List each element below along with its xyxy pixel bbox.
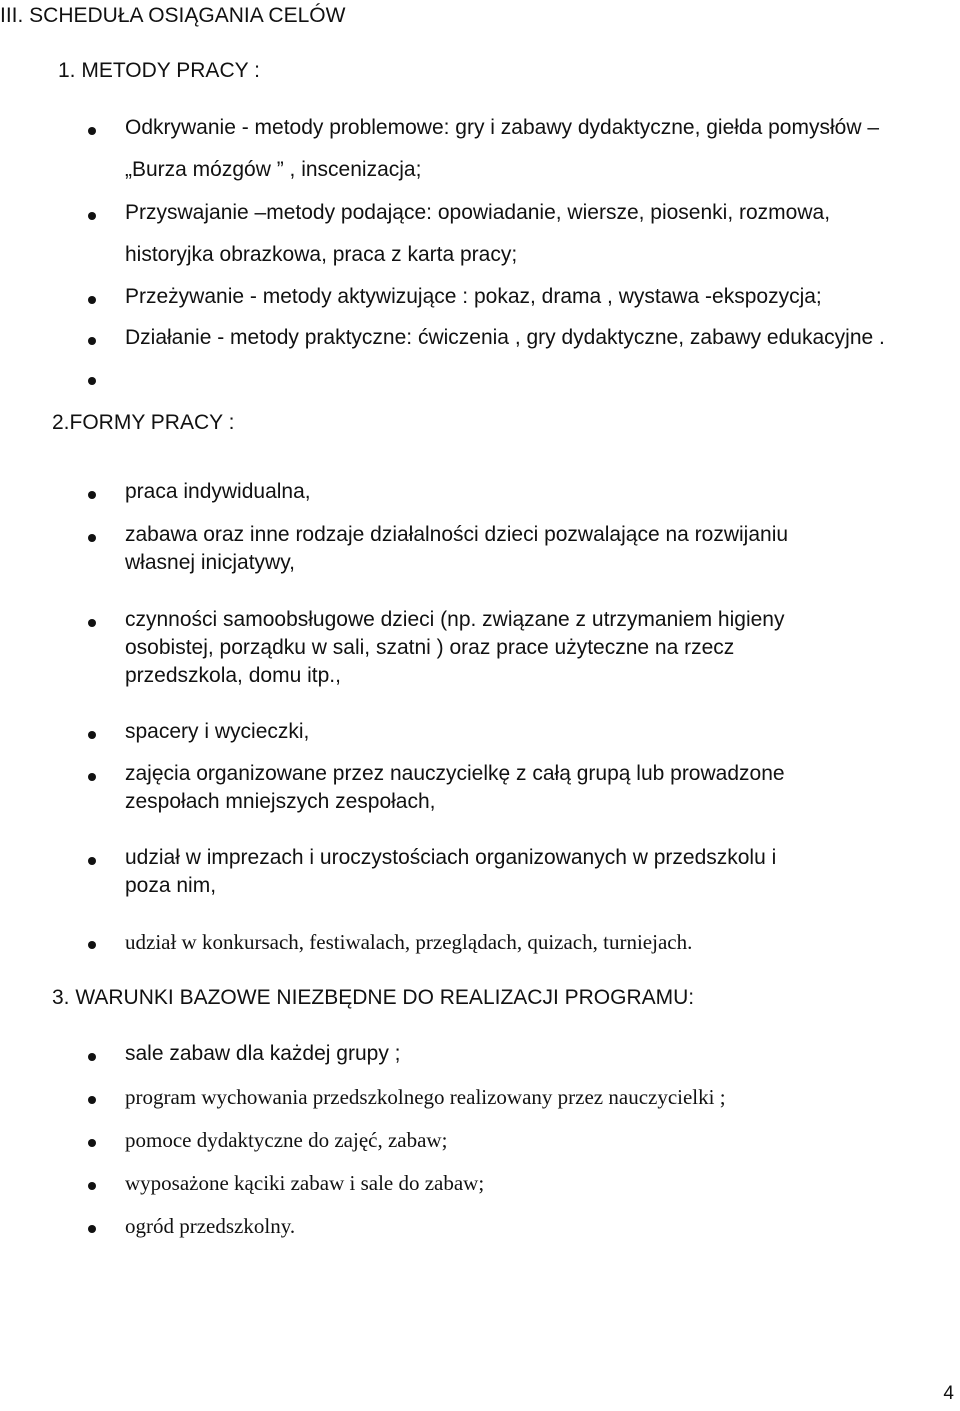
list-item: spacery i wycieczki,	[125, 720, 310, 743]
section-2-title: 2.FORMY PRACY :	[52, 411, 235, 434]
bullet-icon	[88, 1139, 96, 1147]
bullet-icon	[88, 941, 96, 949]
list-item: program wychowania przedszkolnego realizowany przez nauczycielki ;	[125, 1085, 726, 1109]
list-item: czynności samoobsługowe dzieci (np. związane z utrzymaniem higieny osobistej, porządku w sali, szatni ) oraz prace użyteczne na rzecz przedszkola, domu itp.,	[125, 608, 785, 687]
bullet-icon	[88, 1053, 96, 1061]
list-item: praca indywidualna,	[125, 480, 311, 503]
bullet-icon	[88, 1182, 96, 1190]
section-3-title: 3. WARUNKI BAZOWE NIEZBĘDNE DO REALIZACJI PROGRAMU:	[52, 986, 695, 1009]
list-item: Przeżywanie - metody aktywizujące : pokaz, drama , wystawa -ekspozycja;	[125, 285, 822, 308]
bullet-icon	[88, 619, 96, 627]
bullet-icon	[88, 1096, 96, 1104]
bullet-icon	[88, 1225, 96, 1233]
list-item: Odkrywanie - metody problemowe: gry i zabawy dydaktyczne, giełda pomysłów – „Burza mózgów ” , inscenizacja;	[125, 116, 880, 181]
list-item: udział w imprezach i uroczystościach organizowanych w przedszkolu i poza nim,	[125, 846, 777, 897]
bullet-icon	[88, 857, 96, 865]
bullet-icon	[88, 212, 96, 220]
list-item: sale zabaw dla każdej grupy ;	[125, 1042, 401, 1065]
bullet-icon	[88, 296, 96, 304]
list-item: ogród przedszkolny.	[125, 1214, 296, 1238]
list-item: udział w konkursach, festiwalach, przeglądach, quizach, turniejach.	[125, 930, 693, 954]
list-item: Przyswajanie –metody podające: opowiadanie, wiersze, piosenki, rozmowa, historyjka obrazkowa, praca z karta pracy;	[125, 201, 831, 266]
bullet-icon	[88, 127, 96, 135]
page-number: 4	[943, 1383, 954, 1404]
bullet-icon	[88, 534, 96, 542]
list-item: pomoce dydaktyczne do zajęć, zabaw;	[125, 1128, 448, 1152]
page-heading: III. SCHEDUŁA OSIĄGANIA CELÓW	[0, 4, 346, 27]
bullet-icon	[88, 337, 96, 345]
list-item: Działanie - metody praktyczne: ćwiczenia , gry dydaktyczne, zabawy edukacyjne .	[125, 326, 885, 349]
bullet-icon	[88, 491, 96, 499]
bullet-icon	[88, 377, 96, 385]
bullet-icon	[88, 773, 96, 781]
bullet-icon	[88, 731, 96, 739]
section-1-title: 1. METODY PRACY :	[58, 59, 260, 82]
list-item: zajęcia organizowane przez nauczycielkę z całą grupą lub prowadzone zespołach mniejszych zespołach,	[125, 762, 785, 813]
list-item: wyposażone kąciki zabaw i sale do zabaw;	[125, 1171, 485, 1195]
list-item: zabawa oraz inne rodzaje działalności dzieci pozwalające na rozwijaniu własnej inicjatywy,	[125, 523, 789, 574]
